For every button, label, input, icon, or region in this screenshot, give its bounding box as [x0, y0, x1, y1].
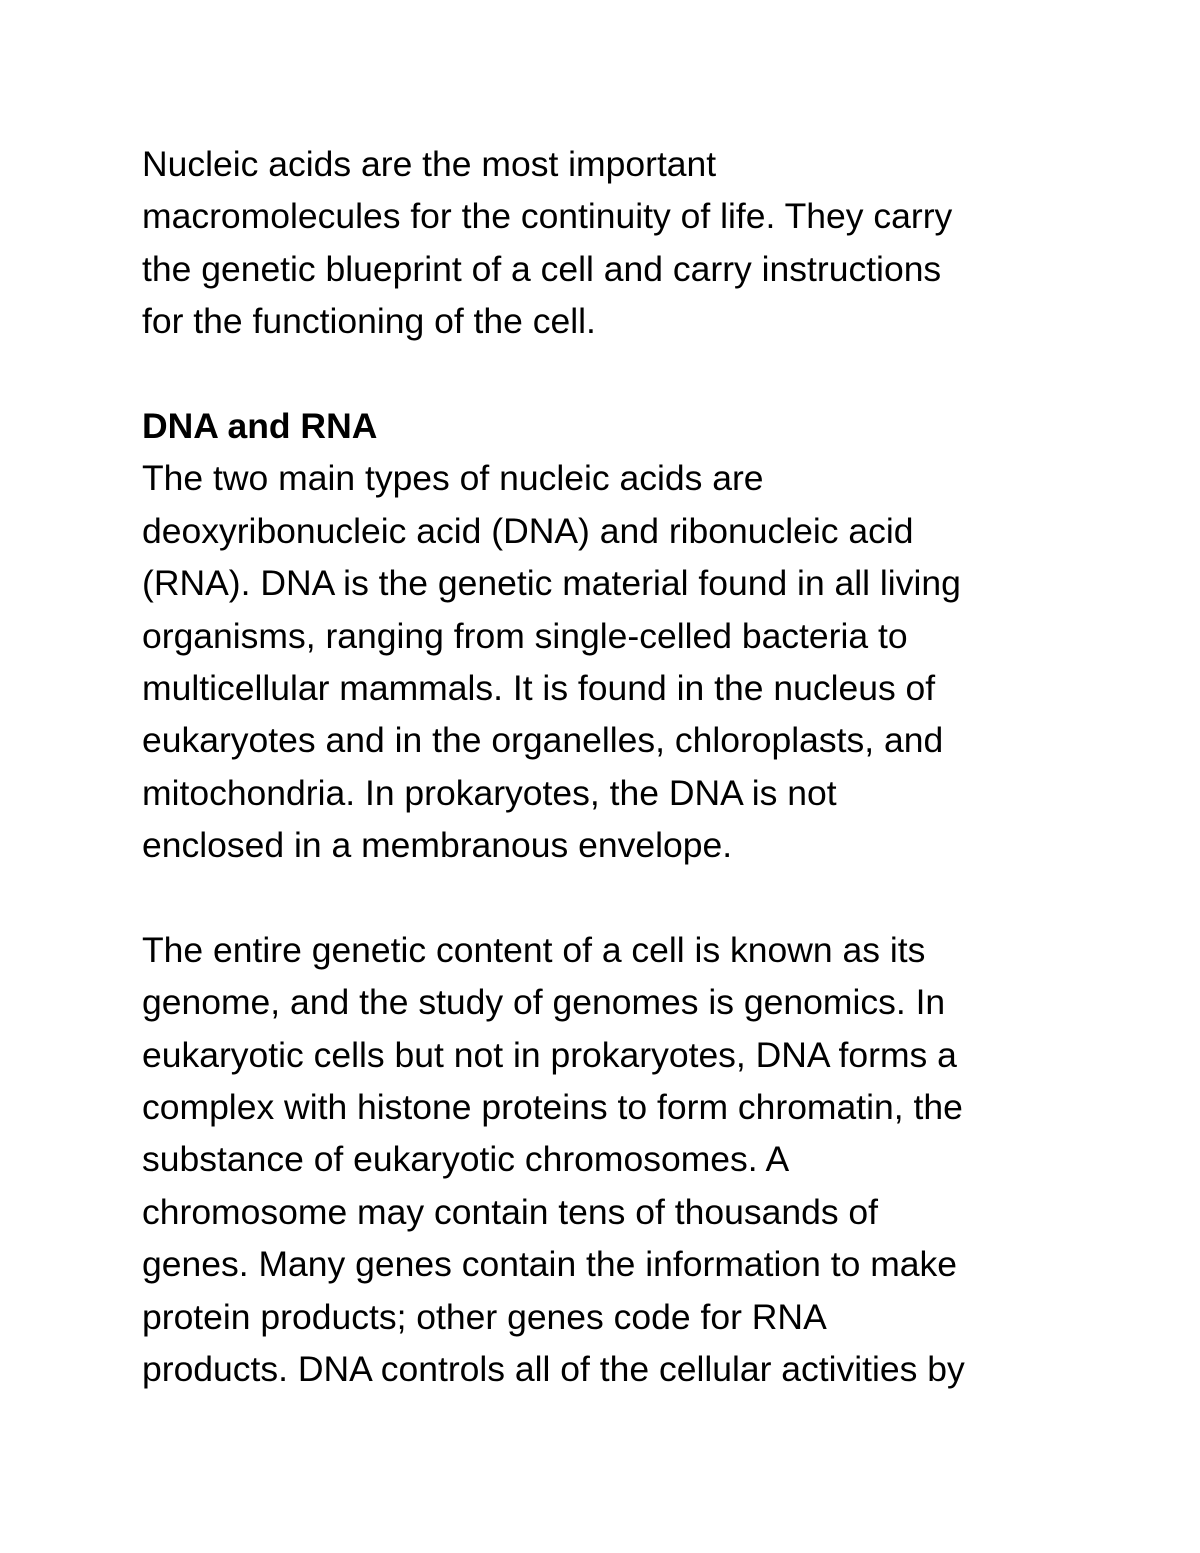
text-line: macromolecules for the continuity of life. They carry — [142, 196, 953, 237]
text-line: eukaryotes and in the organelles, chloroplasts, and — [142, 720, 944, 761]
text-line: eukaryotic cells but not in prokaryotes, DNA forms a — [142, 1034, 957, 1075]
text-line: genes. Many genes contain the information to make — [142, 1244, 958, 1285]
text-line: The entire genetic content of a cell is known as its — [142, 929, 926, 970]
text-line: complex with histone proteins to form chromatin, the — [142, 1087, 963, 1128]
text-line: enclosed in a membranous envelope. — [142, 825, 733, 866]
text-line: protein products; other genes code for RNA — [142, 1296, 827, 1337]
text-line: Nucleic acids are the most important — [142, 144, 717, 184]
text-line: The two main types of nucleic acids are — [142, 458, 764, 499]
text-line: products. DNA controls all of the cellular activities by — [142, 1348, 965, 1389]
text-line: chromosome may contain tens of thousands of — [142, 1191, 879, 1232]
text-line: organisms, ranging from single-celled bacteria to — [142, 615, 908, 656]
text-line: substance of eukaryotic chromosomes. A — [142, 1139, 790, 1180]
text-line: (RNA). DNA is the genetic material found in all living — [142, 563, 961, 604]
text-line: deoxyribonucleic acid (DNA) and ribonucleic acid — [142, 510, 914, 551]
paragraph-spacer — [142, 871, 1082, 923]
paragraph-genome — [142, 924, 1082, 1396]
text-line: the genetic blueprint of a cell and carry instructions — [142, 248, 942, 289]
text-line: mitochondria. In prokaryotes, the DNA is not — [142, 772, 837, 813]
paragraph-spacer — [142, 348, 1082, 400]
paragraph-intro — [142, 138, 1082, 348]
text-line: multicellular mammals. It is found in the nucleus of — [142, 667, 936, 708]
text-line: for the functioning of the cell. — [142, 301, 596, 342]
document-body — [142, 138, 1082, 1395]
paragraph-dna-rna — [142, 452, 1082, 871]
text-line: genome, and the study of genomes is genomics. In — [142, 982, 946, 1023]
section-heading: DNA and RNA — [142, 405, 378, 446]
